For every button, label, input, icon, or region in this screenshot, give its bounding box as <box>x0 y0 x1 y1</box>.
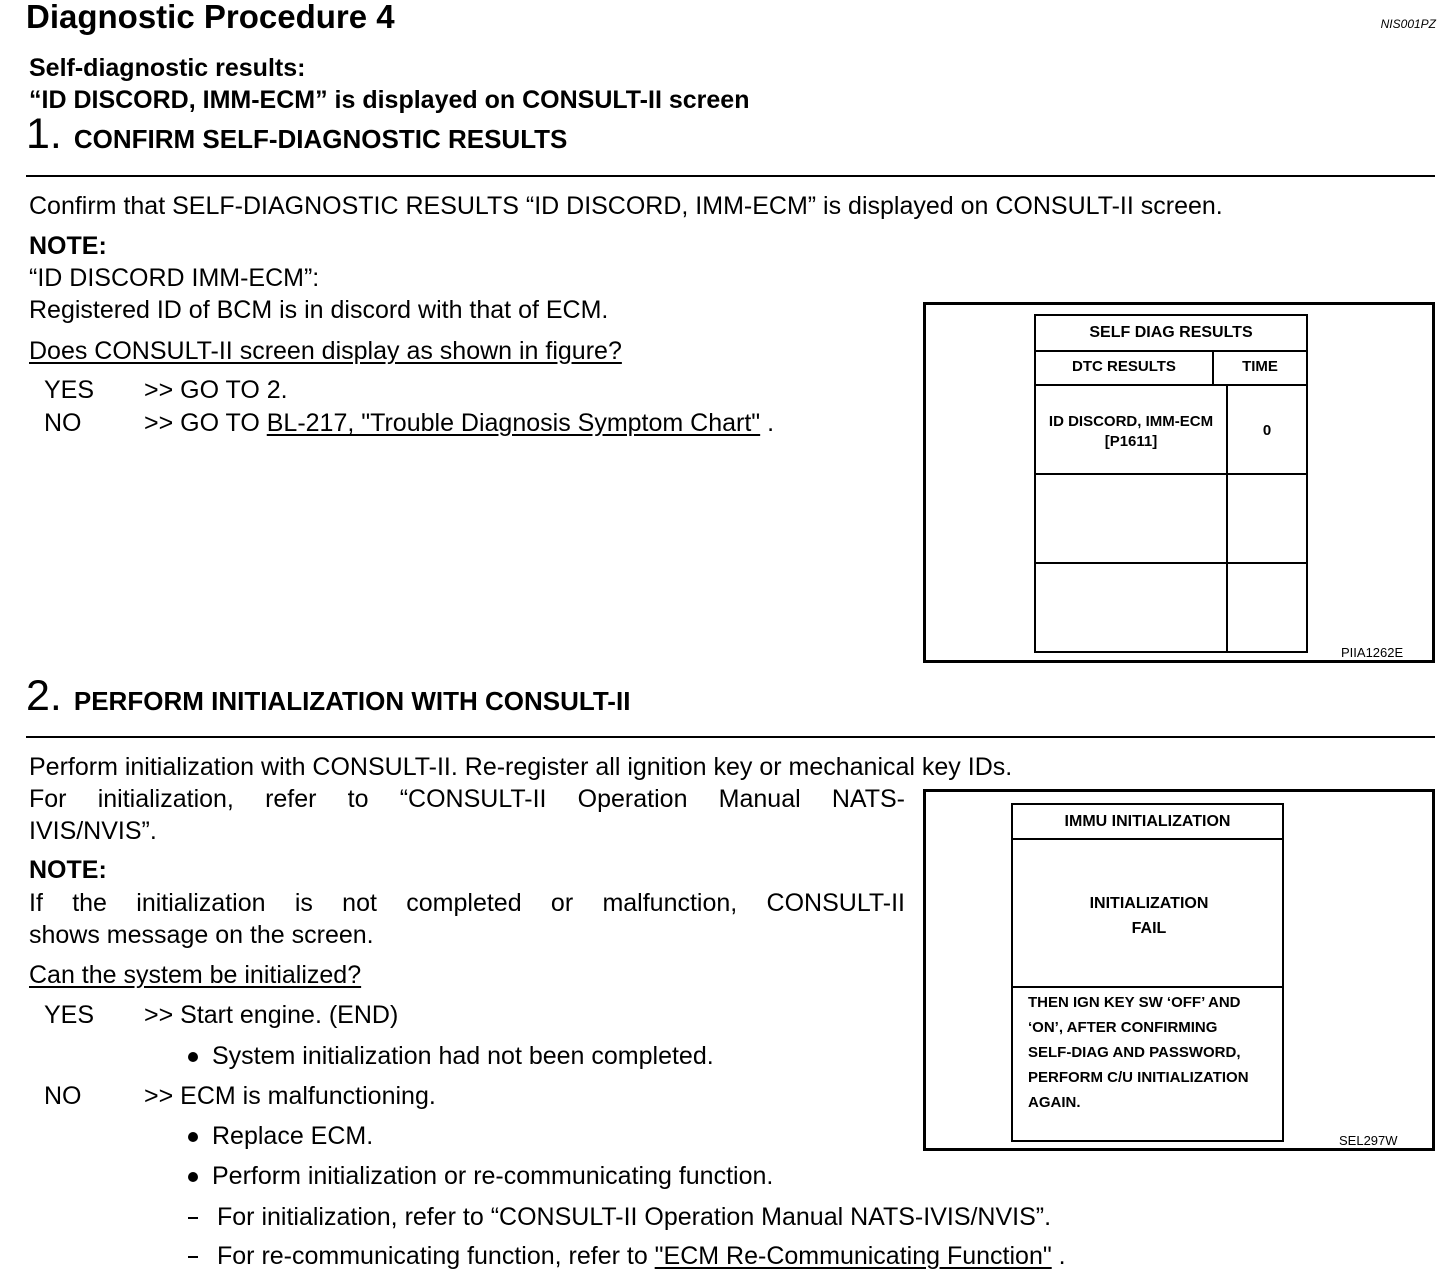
step-1-heading <box>26 110 567 159</box>
step-1-note-line-2: Registered ID of BCM is in discord with that of ECM. <box>29 296 609 324</box>
dtc-time: 0 <box>1262 422 1272 439</box>
figure-code: SEL297W <box>1339 1133 1398 1148</box>
page-title: Diagnostic Procedure 4 <box>26 0 395 35</box>
figure-code: PIIA1262E <box>1341 645 1404 660</box>
step-2-divider <box>26 736 1435 738</box>
no-bullet-2 <box>188 1162 773 1191</box>
no-action: >> ECM is malfunctioning. <box>144 1082 436 1110</box>
step-2-no-answer <box>44 1082 894 1114</box>
ecm-recommunicating-link[interactable]: "ECM Re-Communicating Function" <box>654 1242 1052 1270</box>
no-action-suffix: . <box>760 409 775 437</box>
divider <box>1036 562 1306 564</box>
step-2-question: Can the system be initialized? <box>29 961 362 989</box>
symptom-chart-link[interactable]: BL-217, "Trouble Diagnosis Symptom Chart" <box>266 409 761 437</box>
yes-bullet <box>188 1042 714 1071</box>
divider <box>1036 384 1306 386</box>
consult-screen <box>1011 803 1284 1142</box>
bullet-icon <box>188 1172 198 1182</box>
step-1-divider <box>26 175 1435 177</box>
instruction-line-3: SELF-DIAG AND PASSWORD, <box>1028 1044 1241 1061</box>
init-message-line-1: INITIALIZATION <box>1089 895 1209 912</box>
column-header-dtc-results: DTC RESULTS <box>1072 358 1176 375</box>
instruction-line-5: AGAIN. <box>1028 1094 1081 1111</box>
no-bullet-2-text: Perform initialization or re-communicating function. <box>212 1162 774 1190</box>
no-dash-1-text: For initialization, refer to “CONSULT-II Operation Manual NATS-IVIS/NVIS”. <box>217 1203 1052 1231</box>
subtitle-line-2: “ID DISCORD, IMM-ECM” is displayed on CONSULT-II screen <box>29 86 750 114</box>
no-action <box>144 409 774 438</box>
yes-label: YES <box>44 376 95 404</box>
subtitle-line-1: Self-diagnostic results: <box>29 54 306 82</box>
document-id: NIS001PZ <box>1380 17 1436 31</box>
step-2-yes-answer <box>44 1001 894 1033</box>
no-dash-2-suffix: . <box>1051 1242 1066 1270</box>
step-1-yes-answer <box>44 376 894 408</box>
no-dash-2-prefix: For re-communicating function, refer to <box>217 1242 655 1270</box>
step-2-reference-line-1: For initialization, refer to “CONSULT-II Operation Manual NATS- <box>29 785 905 813</box>
dtc-name: ID DISCORD, IMM-ECM <box>1048 413 1214 430</box>
self-diag-results-figure <box>923 302 1435 663</box>
bullet-icon <box>188 1132 198 1142</box>
immu-initialization-figure <box>923 789 1435 1151</box>
step-2-number: 2. <box>26 672 62 720</box>
divider <box>1013 838 1282 840</box>
step-1-number: 1. <box>26 110 62 158</box>
no-action-prefix: >> GO TO <box>144 409 267 437</box>
divider <box>1036 473 1306 475</box>
dash-icon <box>188 1217 198 1219</box>
no-label: NO <box>44 1082 82 1110</box>
column-header-time: TIME <box>1242 358 1278 375</box>
screen-header: IMMU INITIALIZATION <box>1064 813 1231 830</box>
step-1-note-line-1: “ID DISCORD IMM-ECM”: <box>29 264 320 292</box>
step-1-question: Does CONSULT-II screen display as shown in figure? <box>29 337 622 365</box>
yes-bullet-text: System initialization had not been completed. <box>212 1042 714 1070</box>
yes-action: >> Start engine. (END) <box>144 1001 399 1029</box>
step-2-note-line-2: shows message on the screen. <box>29 921 374 949</box>
yes-label: YES <box>44 1001 95 1029</box>
screen-header: SELF DIAG RESULTS <box>1089 324 1253 341</box>
instruction-line-2: ‘ON’, AFTER CONFIRMING <box>1028 1019 1218 1036</box>
no-bullet-1-text: Replace ECM. <box>212 1122 374 1150</box>
bullet-icon <box>188 1052 198 1062</box>
no-label: NO <box>44 409 82 437</box>
step-1-note-label: NOTE: <box>29 232 107 260</box>
step-2-note-line-1: If the initialization is not completed or malfunction, CONSULT-II <box>29 889 905 917</box>
dash-icon <box>188 1256 198 1258</box>
step-2-title: PERFORM INITIALIZATION WITH CONSULT-II <box>73 686 631 716</box>
instruction-line-4: PERFORM C/U INITIALIZATION <box>1028 1069 1249 1086</box>
instruction-line-1: THEN IGN KEY SW ‘OFF’ AND <box>1028 994 1241 1011</box>
no-dash-2 <box>188 1242 1066 1271</box>
step-2-instruction: Perform initialization with CONSULT-II. Re-register all ignition key or mechanical key IDs. <box>29 753 1013 781</box>
step-2-note-label: NOTE: <box>29 856 107 884</box>
yes-action: >> GO TO 2. <box>144 376 288 404</box>
consult-screen <box>1034 314 1308 653</box>
step-1-no-answer <box>44 409 904 441</box>
no-dash-1 <box>188 1203 1051 1232</box>
no-bullet-1 <box>188 1122 373 1151</box>
step-1-instruction: Confirm that SELF-DIAGNOSTIC RESULTS “ID DISCORD, IMM-ECM” is displayed on CONSULT-II screen. <box>29 192 1223 220</box>
step-1-title: CONFIRM SELF-DIAGNOSTIC RESULTS <box>73 124 568 154</box>
step-2-heading <box>26 672 630 721</box>
dtc-code: [P1611] <box>1104 433 1158 450</box>
divider <box>1036 350 1306 352</box>
divider <box>1013 986 1282 988</box>
init-message-line-2: FAIL <box>1131 920 1167 937</box>
step-2-reference-line-2: IVIS/NVIS”. <box>29 817 157 845</box>
